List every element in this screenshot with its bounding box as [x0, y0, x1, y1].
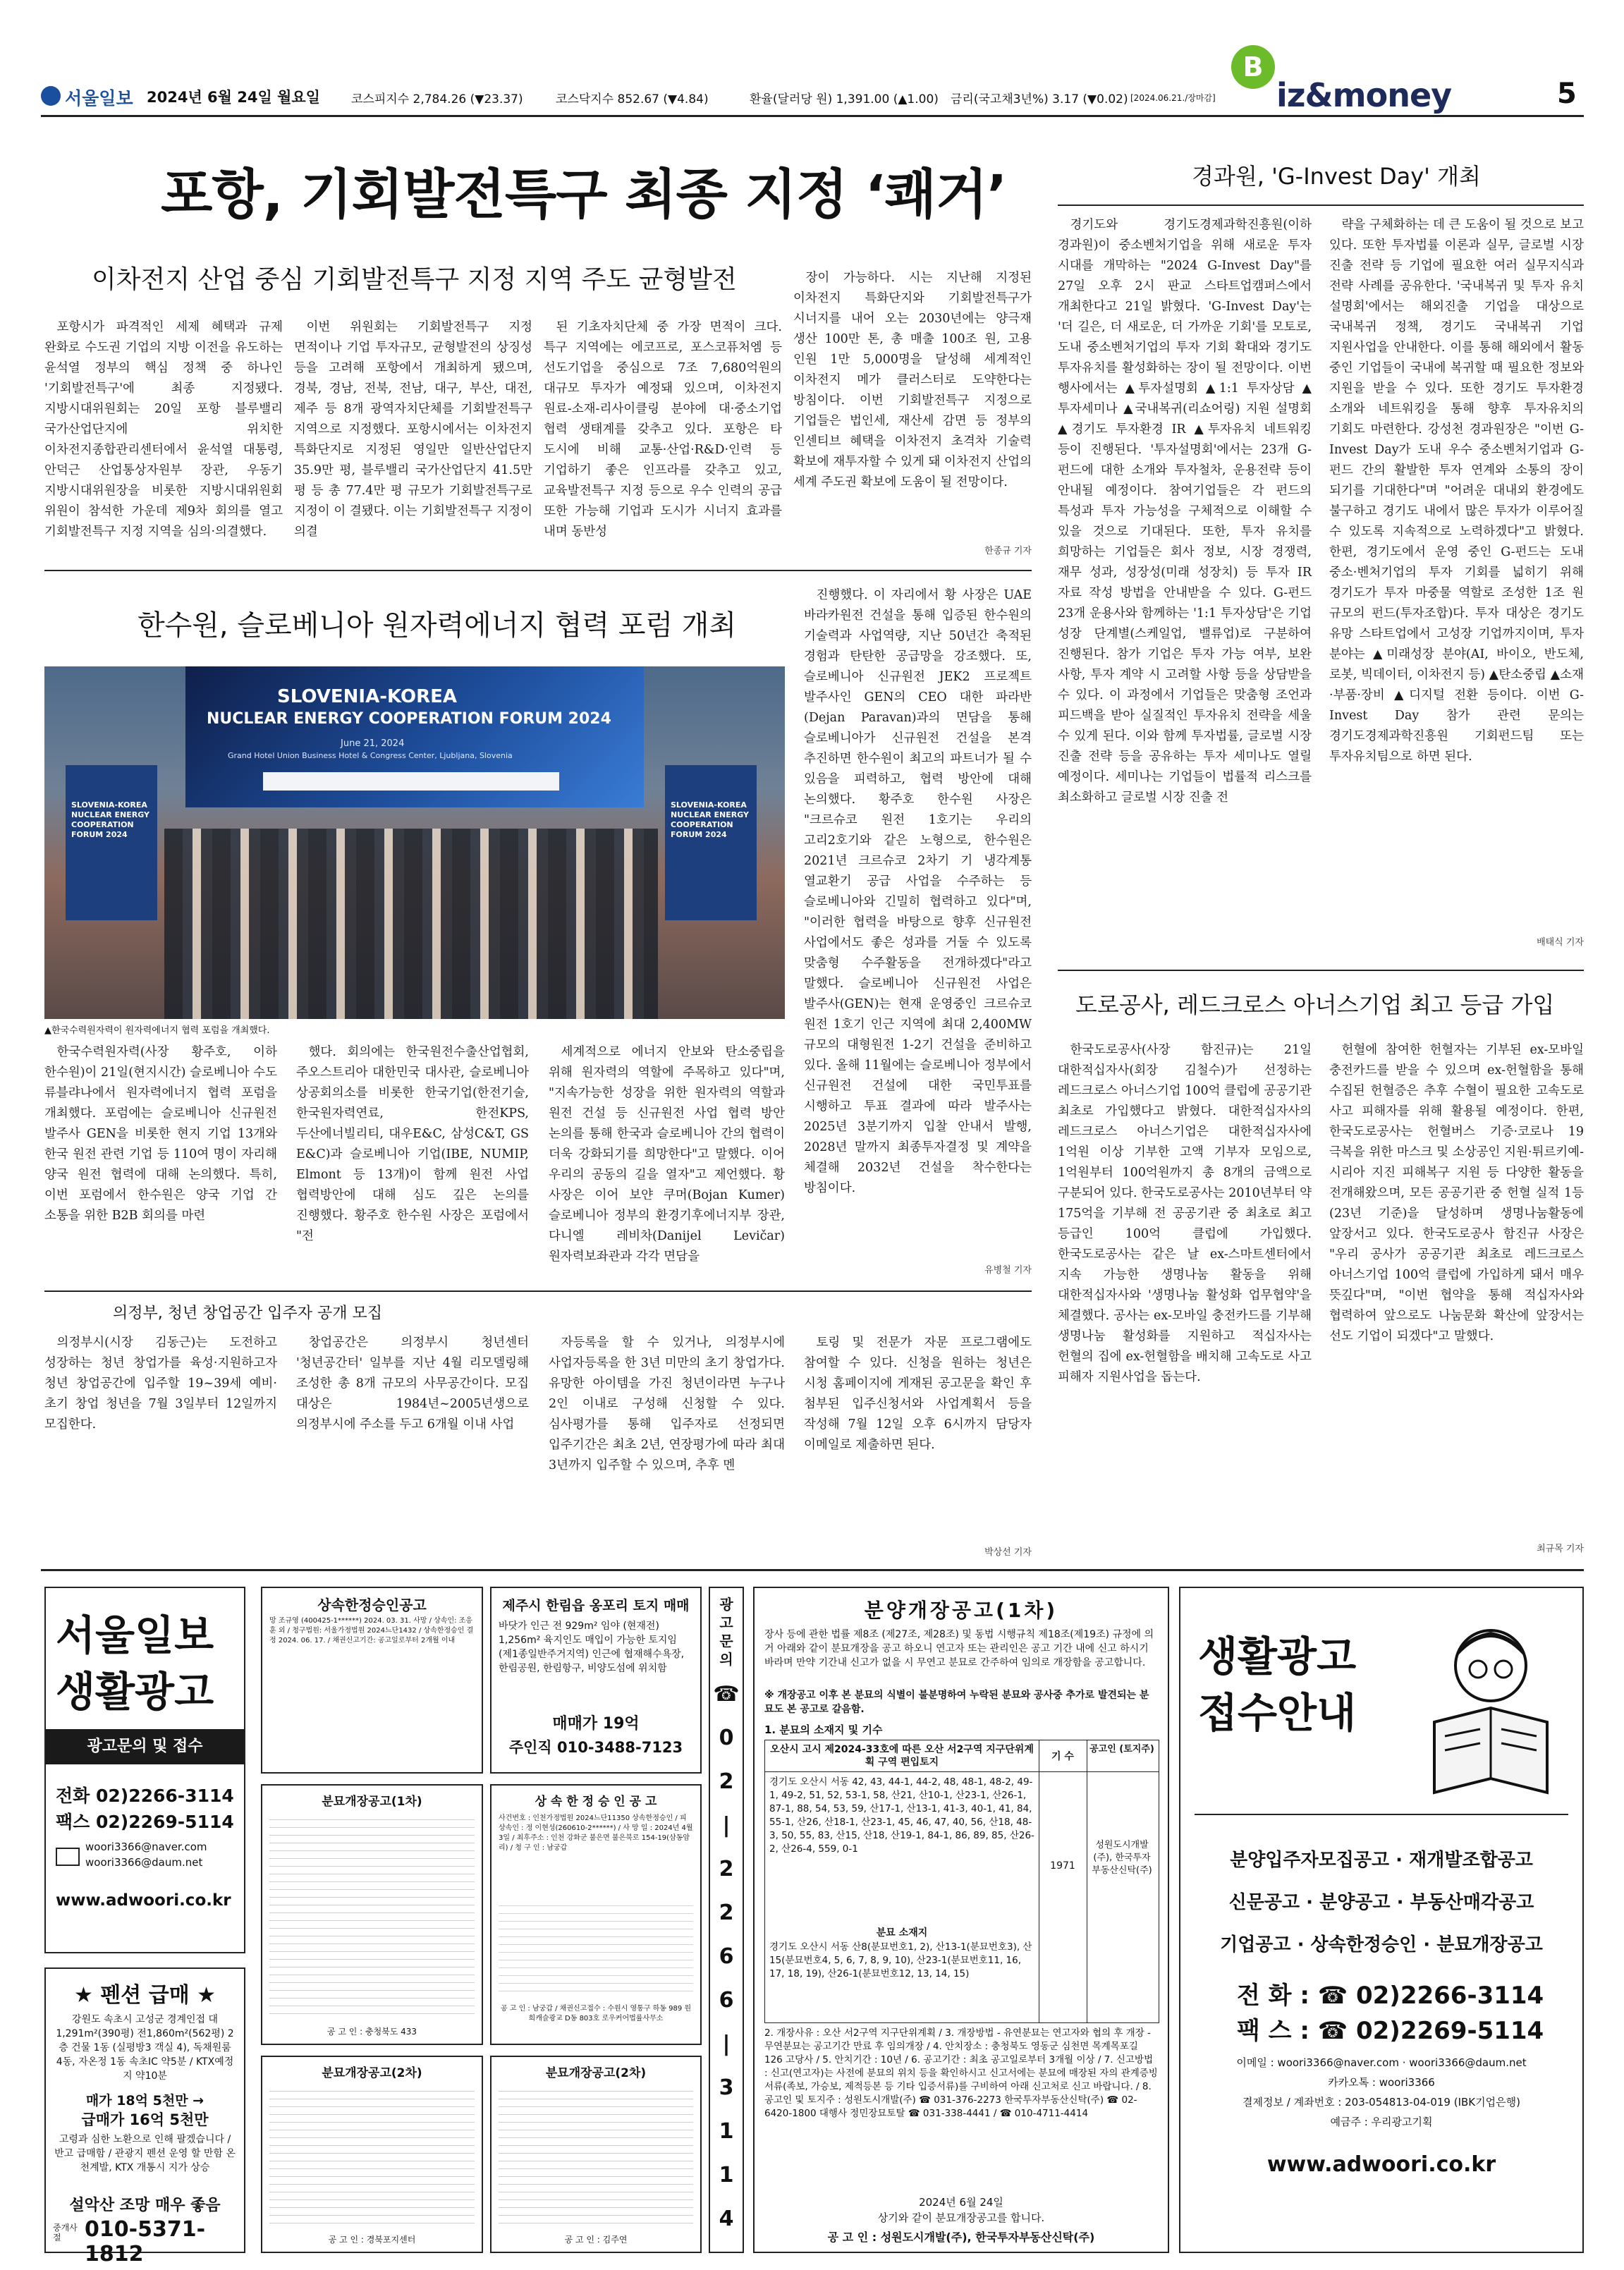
- dist-title: 분양개장공고(1차): [864, 1599, 1058, 1622]
- page-number: 5: [1557, 78, 1577, 110]
- dist-note: ※ 개장공고 이후 본 분묘의 식별이 불분명하여 누락된 분묘와 공사중 추가로 발견되는 분묘도 본 공고로 갈음함.: [764, 1690, 1149, 1715]
- center-phone-digit: |: [722, 2032, 731, 2056]
- ad-email-2[interactable]: woori3366@daum.net: [85, 1856, 203, 1869]
- forum-banner-title: SLOVENIA-KOREA: [277, 686, 457, 707]
- forum-banner-sub: NUCLEAR ENERGY COOPERATION FORUM 2024: [207, 710, 611, 728]
- living-title-2: 접수안내: [1198, 1689, 1357, 1737]
- dist-table: [764, 1740, 1159, 2023]
- ad-email-1[interactable]: woori3366@naver.com: [85, 1841, 207, 1853]
- dist-footer: 공 고 인 : 성원도시개발(주), 한국투자부동산신탁(주): [827, 2231, 1095, 2244]
- headline-expressway: 도로공사, 레드크로스 아너스기업 최고 등급 가입: [1075, 991, 1555, 1018]
- center-phone-digit: 1: [719, 2119, 734, 2144]
- small2-body: 사건번호 : 인천가정법원 2024느단11350 상속한정승인 / 피상속인 : 정 이현성(260610-2******) / 사 망 일 : 2024년 4월 3일 / 최후주소 : 인천 강화군 불은면 불은북로 154-19(삼동암리) / 청 구 인 : 남궁갑: [499, 1814, 693, 1852]
- ad-small-notice-1: [261, 1784, 483, 2045]
- ad-small-notice-2: [490, 1784, 702, 2045]
- living-account: 결제정보 / 계좌번호 : 203-054813-04-019 (IBK기업은행): [1243, 2096, 1520, 2109]
- dist-section: 1. 분묘의 소재지 및 기수: [764, 1723, 883, 1736]
- pohang-col-3: 된 기초자치단체 중 가장 면적이 크다. 특구 지역에는 에코프로, 포스코퓨처엠 등 선도기업을 중심으로 7조 7,680억원의 대규모 투자가 예정돼 있으며, 이차전지 원료-소재-리사이클링 분야에 대·중소기업 협력 생태계를 갖추고 있다. 포항은 타 도시에 비해 교통·산업·R&D·인력 등 기업하기 좋은 인프라를 갖추고 있고, 교육발전특구 지정 등으로 우수 인력의 공급 또한 가능해 기업과 도시가 시너지 효과를 내며 동반성: [544, 320, 782, 539]
- dist-table-h2: 기 수: [1051, 1751, 1074, 1762]
- forum-logo-strip: [263, 772, 559, 791]
- small4-body: [499, 2084, 693, 2225]
- forum-banner-date: June 21, 2024: [341, 738, 405, 749]
- center-phone[interactable]: [710, 1673, 743, 2241]
- headline-pohang: 포항, 기회발전특구 최종 지정 ‘쾌거’: [161, 163, 1007, 226]
- small3-title: 분묘개장공고(2차): [322, 2066, 422, 2080]
- forum-left-banner-text: SLOVENIA-KOREA NUCLEAR ENERGY COOPERATION FORUM 2024: [71, 800, 150, 839]
- small2-footer: 공 고 인 : 남궁갑 / 채권신고접수 : 수원시 영통구 하동 989 원희캐슬광교 D동 803호 로우커어법률사무소: [500, 2005, 692, 2022]
- living-divider: [1195, 1814, 1568, 1815]
- center-phone-digit: 6: [719, 1988, 734, 2013]
- forum-left-banner: [66, 765, 157, 920]
- rule-under-gyeonggi-title: [1058, 205, 1584, 206]
- dist-table-body-2: 경기도 오산시 서동 산8(분묘번호1, 2), 산13-1(분묘번호3), 산15(분묘번호4, 5, 6, 7, 8, 9, 10), 산23-1(분묘번호11, 16, 17, 18, 19), 산26-1(분묘번호12, 13, 14, 15): [769, 1941, 1032, 1979]
- expressway-col-2: 헌혈에 참여한 헌혈자는 기부된 ex-모바일 충전카드를 받을 수 있으며 ex-헌혈함을 통해 수집된 헌혈증은 추후 수혈이 필요한 고속도로 사고 피해자를 위해 활용될 예정이다. 한편, 한국도로공사는 헌혈버스 기증·코로나 19 극복을 위한 마스크 및 소상공인 지원·튀르키예-시리아 지진 피해복구 지원 등 다양한 활동을 전개해왔으며, 모든 공공기관 중 헌혈 실적 1등(23년 기준)을 달성하며 생명나눔활동에 앞장서고 있다. 한국도로공사 함진규 사장은 "우리 공사가 공공기관 최초로 레드크로스 아너스기업 100억 클럽에 가입하게 돼서 매우 뜻깊다"며, "이번 협약을 통해 적십자사와 협력하여 앞으로도 나눔문화 확산에 앞장서는 선도 기업이 되겠다"고 말했다.: [1329, 1043, 1584, 1343]
- header-rule: [41, 115, 1584, 117]
- issue-date: 2024년 6월 24일 월요일: [147, 89, 320, 106]
- dist-table-body: 경기도 오산시 서동 42, 43, 44-1, 44-2, 48, 48-1, 48-2, 49-1, 49-2, 51, 52, 53-1, 58, 산21, 산10-1, 산23-1, 산26-1, 87-1, 88, 54, 53, 59, 산17-1, 산13-1, 41-3, 40-1, 41, 84, 55-1, 산26, 산18-1, 산23-1, 45, 46, 47, 40, 56, 산18, 48-3, 50, 55, 83, 산15, 산18, 산19-1, 84-1, 86, 89, 85, 산26-2, 산26-4, 559, 0-1: [769, 1776, 1034, 1855]
- uijeongbu-col-2: 창업공간은 의정부시 청년센터 '청년공간터' 일부를 지난 4월 리모델링해 조성한 총 8개 규모의 사무공간이다. 모집 대상은 1984년~2005년생으로 의정부시에 주소를 두고 6개월 이내 사업: [296, 1336, 529, 1432]
- masthead: [41, 51, 1584, 114]
- byline-khnp: 유병철 기자: [984, 1265, 1032, 1276]
- small4-footer: 공 고 인 : 김주연: [564, 2235, 628, 2245]
- forum-banner-venue: Grand Hotel Union Business Hotel & Congress Center, Ljubljana, Slovenia: [228, 751, 513, 760]
- small3-footer: 공 고 인 : 경북포지센터: [328, 2235, 416, 2245]
- jeju-contact[interactable]: 주인직 010-3488-7123: [508, 1739, 683, 1756]
- market-fx: 환율(달러당 원) 1,391.00 (▲1.00): [750, 92, 939, 106]
- pension-body: 강원도 속초시 고성군 경계인접 대1,291m²(390평) 전1,860m²(562평) 2층 건물 1동 (실평방3 객실 4), 독채원룸 4동, 자온정 1동 속초IC 약5분 / KTX예정지 약10분: [56, 2014, 234, 2082]
- ad-grave-notice: [753, 1587, 1169, 2253]
- center-phone-digit: 2: [719, 1900, 734, 1925]
- market-kospi: 코스피지수 2,784.26 (▼23.37): [351, 92, 523, 106]
- headline-uijeongbu: 의정부, 청년 창업공간 입주자 공개 모집: [113, 1305, 382, 1322]
- living-tel[interactable]: 전 화 : ☎ 02)2266-3114: [1237, 1982, 1544, 2010]
- living-title-1: 생활광고: [1198, 1633, 1357, 1680]
- logo-icon: [41, 86, 61, 106]
- market-kosdaq: 코스닥지수 852.67 (▼4.84): [556, 92, 709, 106]
- pohang-col-4: 장이 가능하다. 시는 지난해 지정된 이차전지 특화단지와 기회발전특구가 시너지를 내어 오는 2030년에는 양극재 생산 100만 톤, 총 매출 100조 원, 고용 인원 1만 5,000명을 달성해 세계적인 이차전지 메가 클러스터로 도약한다는 방침이다. 이번 기회발전특구 지정으로 기업들은 법인세, 재산세 감면 등 정부의 인센티브 혜택을 이차전지 초격차 기술력 확보에 재투자할 수 있게 돼 이차전지 산업의 세계 주도권 확보에 도움이 될 전망이다.: [793, 271, 1032, 489]
- center-phone-digit: |: [722, 1813, 731, 1838]
- uijeongbu-col-3: 자등록을 할 수 있거나, 의정부시에 사업자등록을 한 3년 미만의 초기 창업가다. 유망한 아이템을 가진 청년이라면 누구나 2인 이내로 구성해 신청할 수 있다. 심사평가를 통해 입주자로 선정되면 입주기간은 최초 2년, 연장평가에 따라 최대 3년까지 입주할 수 있으며, 추후 멘: [549, 1336, 785, 1472]
- khnp-col-1: 한국수력원자력(사장 황주호, 이하 한수원)이 21일(현지시간) 슬로베니아 수도 류블랴나에서 원자력에너지 협력 포럼을 개최했다. 포럼에는 슬로베니아 신규원전 발주사 GEN을 비롯한 현지 기업 13개와 한국 원전 관련 기업 등 110여 명이 자리해 양국 원전 협력에 대해 논의했다. 특히, 이번 포럼에서 한수원은 양국 기업 간 소통을 위한 B2B 회의를 마련: [44, 1045, 277, 1223]
- forum-photo: [44, 666, 785, 1019]
- subhead-pohang: 이차전지 산업 중심 기회발전특구 지정 지역 주도 균형발전: [92, 265, 737, 294]
- jeju-body: 바닷가 인근 전 929m² 임야 (현재전) 1,256m² 육지인도 매입이 가능한 토지임 (제1종일반주거지역) 인근에 협재해수욕장, 한림공원, 한림항구, 비양도섬에 위치함: [499, 1621, 685, 1674]
- forum-right-banner: [665, 765, 757, 920]
- logo-text: 서울일보: [65, 88, 133, 109]
- rule-after-gyeonggi: [1058, 970, 1584, 971]
- byline-gyeonggi: 배태식 기자: [1537, 937, 1584, 948]
- pension-contact-title: 설악산 조망 매우 좋음: [69, 2197, 221, 2214]
- dist-date: 2024년 6월 24일: [919, 2196, 1003, 2209]
- mail-icon: [56, 1848, 80, 1866]
- expressway-col-1: 한국도로공사(사장 함진규)는 21일 대한적십자사(회장 김철수)가 선정하는 레드크로스 아너스기업 100억 클럽에 공공기관 최초로 가입했다고 밝혔다. 대한적십자사의 레드크로스 아너스기업은 대한적십자사에 1억원 이상 기부한 고액 기부자 모임으로, 1억원부터 100억원까지 총 8개의 금액으로 구분되어 있다. 한국도로공사는 2010년부터 약 175억을 기부해 전 공공기관 중 최초로 최고 등급인 100억 클럽에 가입했다. 한국도로공사는 같은 날 ex-스마트센터에서 지속 가능한 생명나눔 활동을 위해 대한적십자사와 '생명나눔 활성화 업무협약'을 체결했다. 공사는 ex-모바일 충전카드를 기부해 생명나눔 활성화를 지원하고 적십자사는 헌혈의 집에 ex-헌혈함을 배치해 고속도로 사고 피해자 지원사업을 돕는다.: [1058, 1043, 1312, 1384]
- pohang-col-1: 포항시가 파격적인 세제 혜택과 규제 완화로 수도권 기업의 지방 이전을 유도하는 윤석열 정부의 핵심 정책 중 하나인 '기회발전특구'에 최종 지정됐다. 지방시대위원회는 20일 포항 블루밸리 국가산업단지에 위치한 이차전지종합관리센터에서 윤석열 대통령, 안덕근 산업통상자원부 장관, 우동기 지방시대위원장을 비롯한 지방시대위원회 위원이 참석한 가운데 제9차 회의를 열고 기회발전특구 지정 지역을 심의·의결했다.: [44, 320, 283, 539]
- pension-body-2: 고령과 심한 노환으로 인해 팔겠습니다 / 반고 급매함 / 관광지 펜션 운영 할 만함 온천계발, KTX 개통시 지가 상승: [54, 2134, 236, 2173]
- pension-price-2: 급매가 16억 5천만: [81, 2111, 209, 2128]
- uijeongbu-col-4: 토링 및 전문가 자문 프로그램에도 참여할 수 있다. 신청을 원하는 청년은 시청 홈페이지에 게재된 공고문을 확인 후 첨부된 입주신청서와 사업계획서 등을 작성해 7월 12일 오후 6시까지 담당자 이메일로 제출하면 된다.: [804, 1336, 1032, 1452]
- rule-before-uijeongbu: [44, 1290, 1032, 1292]
- gyeonggi-col-1: 경기도와 경기도경제과학진흥원(이하 경과원)이 중소벤처기업을 위해 새로운 투자 시대를 개막하는 "2024 G-Invest Day"를 27일 오후 2시 판교 스타트업캠퍼스에서 개최한다고 21일 밝혔다. 'G-Invest Day'는 '더 길은, 더 새로운, 더 가까운 기회'를 모토로, 도내 중소벤처기업의 투자 기회 확대와 경기도 투자유치를 활성화하는 장이 될 전망이다. 이번 행사에서는 ▲투자설명회 ▲1:1 투자상담 ▲투자세미나 ▲국내복귀(리쇼어링) 지원 설명회 ▲경기도 투자환경 IR ▲투자유치 네트워킹 등이 진행된다. '투자설명회'에서는 23개 G-펀드에 대한 소개와 투자철차, 운용전략 등이 안내될 예정이다. 참여기업들은 각 펀드의 특성과 투자 가능성을 구체적으로 이해할 수 있을 것으로 기대된다. 또한, 투자 유치를 희망하는 기업들은 회사 정보, 시장 경쟁력, 재무 성과, 성장성(미래 성장치) 등 투자 IR 자료 작성 방법을 안내받을 수 있다. G-펀드 23개 운용사와 함께하는 '1:1 투자상담'은 기업 성장 단계별(스케일업, 밸류업)로 구분하여 진행된다. 참가 기업은 투자 가능 여부, 보완 사항, 투자 계약 시 고려할 사항 등을 상담받을 수 있다. 이 과정에서 기업들은 맞춤형 조언과 피드백을 받아 실질적인 투자유치 전략을 세울 수 있게 된다. 이와 함께 투자법률, 글로벌 시장 진출 전략 등을 공유하는 투자 세미나도 열릴 예정이다. 세미나는 기업들이 법률적 리스크를 최소화하고 글로벌 시장 진출 전: [1058, 218, 1312, 805]
- gyeonggi-col-2: 략을 구체화하는 데 큰 도움이 될 것으로 보고 있다. 또한 투자법률 이론과 실무, 글로벌 시장 진출 전략 등 기업에 필요한 여러 실무지식과 전략 사례를 공유한다. '국내복귀 및 투자 유치 설명회'에서는 해외진출 기업을 대상으로 국내복귀 정책, 경기도 국내복귀 기업 지원사업을 안내한다. 이를 통해 해외에서 활동 중인 기업들이 국내에 복귀할 때 필요한 정보와 지원을 받을 수 있다. 또한 경기도 투자환경 소개와 네트워킹을 통해 향후 투자유치의 기회도 마련한다. 강성천 경과원장은 "이번 G-Invest Day가 도내 우수 중소벤처기업과 G-펀드 간의 활발한 투자 연계와 소통의 장이 되기를 기대한다"며 "어려운 대내외 환경에도 불구하고 경기도 내에서 많은 투자가 이루어질 수 있도록 지속적으로 노력하겠다"고 밝혔다. 한편, 경기도에서 운영 중인 G-펀드는 도내 중소·벤처기업의 투자 기회를 넓히기 위해 경기도가 투자 마중물 역할로 조성한 1조 원 규모의 펀드(투자조합)다. 투자 대상은 경기도 유망 스타트업에서 고성장 기업까지이며, 투자 분야는 ▲미래성장 분야(AI, 바이오, 반도체, 로봇, 빅데이터, 이차전지 등) ▲탄소중립 ▲소재·부품·장비 ▲디지털 전환 등이다. 이번 G-Invest Day 참가 관련 문의는 경기도경제과학진흥원 기회펀드팀 또는 투자유치팀으로 하면 된다.: [1329, 218, 1584, 764]
- living-website[interactable]: www.adwoori.co.kr: [1266, 2152, 1496, 2177]
- dist-body: 장사 등에 관한 법률 제8조 (제27조, 제28조) 및 동법 시행규칙 제18조(제19조) 규정에 의거 아래와 같이 분묘개장을 공고 하오니 연고자 또는 관리인은 공고 기간 내에 신고 하시기 바라며 만약 기간내 신고가 없을 시 무연고 분묘로 간주하여 임의로 개장함을 공고합니다.: [764, 1629, 1154, 1668]
- jeju-price: 매매가 19억: [552, 1715, 640, 1733]
- center-phone-digit: 1: [719, 2163, 734, 2187]
- dist-items: 2. 개장사유 : 오산 서2구역 지구단위계획 / 3. 개장방법 - 유연분묘는 연고자와 협의 후 개장 - 무연분묘는 공고기간 만료 후 임의개장 / 4. 안치장소 : 충청북도 영동군 심천면 목계목포길 126 고당사 / 5. 안치기간 : 10년 / 6. 공고기간 : 최초 공고일로부터 3개월 이상 / 7. 신고방법 : 신고(연고자)는 사전에 분묘의 위치 등을 확인하시고 신고서에는 분묘에 매장된 자의 관계증빙서류(족보, 가승보, 제적등본 등 기타 입증서류)를 구비하여 아래 신고처로 신고 바랍니다. / 8. 공고인 및 토지주 : 성원도시개발(주) ☎ 031-376-2273 한국투자부동산신탁(주) ☎ 02-6420-1800 대행사 정민장묘토탈 ☎ 031-338-4441 / ☎ 010-4711-4414: [764, 2027, 1158, 2119]
- photo-caption: ▲한국수력원자력이 원자력에너지 협력 포럼을 개최했다.: [44, 1025, 270, 1036]
- living-list-1: 분양입주자모집공고 · 재개발조합공고: [1230, 1850, 1533, 1871]
- section-badge: B: [1231, 45, 1275, 89]
- forum-right-banner-text: SLOVENIA-KOREA NUCLEAR ENERGY COOPERATION FORUM 2024: [671, 800, 750, 839]
- byline-pohang: 한종규 기자: [984, 546, 1032, 556]
- inherit-body: 망 조규영 (400425-1******) 2024. 03. 31. 사망 / 상속인: 조응훈 외 / 청구법원: 서울가정법원 2024느단1432 / 상속한정승인 결정 2024. 06. 17. / 채권신고기간: 공고일로부터 2개월 이내: [269, 1617, 474, 1644]
- ad-brand-2: 생활광고: [56, 1668, 214, 1716]
- ad-living-guide: [1179, 1587, 1584, 2253]
- ad-website[interactable]: www.adwoori.co.kr: [56, 1891, 231, 1910]
- dist-table-rule: [765, 1771, 1159, 1772]
- ad-center-inquiry: [709, 1587, 744, 2253]
- small1-body: [269, 1812, 475, 2017]
- rule-above-ads: [41, 1569, 1584, 1571]
- jeju-title: 제주시 한림읍 옹포리 토지 매매: [502, 1598, 690, 1613]
- reader-illustration-icon: [1413, 1616, 1568, 1800]
- ad-fax: 팩스 02)2269-5114: [56, 1812, 234, 1832]
- pension-phone[interactable]: 010-5371-1812: [85, 2217, 206, 2266]
- center-phone-digit: 4: [719, 2207, 734, 2231]
- dist-table-sub: 분묘 소재지: [876, 1927, 928, 1939]
- small4-title: 분묘개장공고(2차): [545, 2066, 647, 2080]
- ad-small-notice-3: [261, 2056, 483, 2253]
- khnp-col-4: 진행했다. 이 자리에서 황 사장은 UAE 바라카원전 건설을 통해 입증된 한수원의 기술력과 사업역량, 지난 50년간 축적된 경험과 탄탄한 공급망을 강조했다. 또, 슬로베니아 신규원전 JEK2 프로젝트 발주사인 GEN의 CEO 대한 파라반(Dejan Paravan)과의 면담을 통해 슬로베니아가 신규원전 건설을 본격 추진하면 한수원이 최고의 파트너가 될 수 있음을 피력하고, 협력 방안에 대해 논의했다. 황주호 한수원 사장은 "크르슈코 원전 1호기는 우리의 고리2호기와 같은 노형으로, 한수원은 2021년 크르슈코 2차기 기 냉각계통 열교환기 공급 사업을 수주하는 등 슬로베니아와 긴밀히 협력하고 있다"며, "이러한 협력을 바탕으로 향후 신규원전 사업에서도 좋은 성과를 거둘 수 있도록 맞춤형 수주활동을 전개하겠다"라고 말했다. 슬로베니아 신규원전 사업은 발주사(GEN)는 현재 운영중인 크르슈코 원전 1호기 인근 지역에 최대 2,400MW 규모의 대형원전 1-2기 건설을 준비하고 있다. 올해 11월에는 슬로베니아 정부에서 신규원전 건설에 대한 국민투표를 시행하고 투표 결과에 따라 발주사는 2025년 3분기까지 입찰 안내서 발행, 2028년 말까지 최종투자결정 및 계약을 체결해 2032년 건설을 착수한다는 방침이다.: [804, 588, 1032, 1195]
- ad-tel[interactable]: 전화 02)2266-3114: [56, 1786, 234, 1806]
- forum-attendees: [164, 829, 658, 1019]
- ad-jeju-land: [490, 1587, 702, 1774]
- headline-gyeonggi: 경과원, 'G-Invest Day' 개최: [1192, 163, 1481, 190]
- living-holder: 예금주 : 우리광고기획: [1330, 2116, 1433, 2128]
- pension-title: ★ 펜션 급매 ★: [73, 1983, 216, 2008]
- dist-closing: 상기와 같이 분묘개장공고를 합니다.: [877, 2211, 1045, 2224]
- market-rate: 금리(국고채3년%) 3.17 (▼0.02): [951, 92, 1128, 106]
- living-kakao: 카카오톡 : woori3366: [1328, 2076, 1435, 2089]
- center-phone-digit: 2: [719, 1857, 734, 1881]
- living-email[interactable]: 이메일 : woori3366@naver.com · woori3366@daum.net: [1236, 2056, 1527, 2069]
- section-title: iz&money: [1276, 76, 1452, 114]
- dist-table-h1: 오산시 고시 제2024-33호에 따른 오산 서2구역 지구단위계획 구역 편입토지: [770, 1744, 1034, 1768]
- pension-contact-label: 중개사절: [53, 2223, 78, 2242]
- small3-body: [269, 2084, 475, 2225]
- dist-table-count: 1971: [1050, 1860, 1075, 1872]
- khnp-col-3: 세계적으로 에너지 안보와 탄소중립을 위해 원자력의 역할에 주목하고 있다"며, "지속가능한 성장을 위한 원자력의 역할과 원전 건설 등 신규원전 사업 협력 방안 논의를 통해 한국과 슬로베니아 간의 협력이 더욱 강화되기를 희망한다"고 말했다. 이어 우리의 공동의 길을 열자"고 제언했다. 황 사장은 이어 보얀 쿠머(Bojan Kumer) 슬로베니아 정부의 환경기후에너지부 장관, 다니엘 레비차(Danijel Levičar) 원자력보좌관과 각각 면담을: [549, 1045, 785, 1264]
- byline-uijeongbu: 박상선 기자: [984, 1547, 1032, 1558]
- dist-table-owner: 성원도시개발(주), 한국투자부동산신탁(주): [1092, 1840, 1152, 1876]
- center-label: 광고문의: [719, 1596, 733, 1668]
- living-list-3: 기업공고 · 상속한정승인 · 분묘개장공고: [1220, 1934, 1543, 1955]
- khnp-col-2: 했다. 회의에는 한국원전수출산업협회, 주오스트리아 대한민국 대사관, 슬로베니아 상공회의소를 비롯한 한국기업(한전기술, 한국원자력연료, 한전KPS, 두산에너빌리티, 대우E&C, 삼성C&T, GS E&C)과 슬로베니아 기업(IBE, NUMIP, Elmont 등 13개)이 함께 원전 사업 협력방안에 대해 심도 깊은 논의를 진행했다. 황주호 한수원 사장은 포럼에서 "전: [296, 1045, 529, 1243]
- ad-inherit-notice: [261, 1587, 483, 1774]
- ad-brand-1: 서울일보: [56, 1611, 214, 1659]
- small2-title: 상 속 한 정 승 인 공 고: [535, 1795, 657, 1809]
- living-list-2: 신문공고 · 분양공고 · 부동산매각공고: [1228, 1892, 1534, 1913]
- ad-inquiry-bar: 광고문의 및 접수: [46, 1729, 244, 1764]
- inherit-title: 상속한정승인공고: [317, 1597, 427, 1613]
- pohang-col-2: 이번 위원회는 기회발전특구 지정 면적이나 기업 투자규모, 균형발전의 상징성 등을 고려해 포항에서 개최하게 됐으며, 경북, 경남, 전북, 전남, 대구, 부산, 대전, 제주 등 8개 광역자치단체를 기회발전특구 지역으로 지정했다. 포항시에서는 이차전지 특화단지로 지정된 영일만 일반산업단지 35.9만 평, 블루밸리 국가산업단지 41.5만 평 등 총 77.4만 평 규모가 기회발전특구로 지정이 이 결됐다. 이는 기회발전특구 지정이 의결: [294, 320, 532, 539]
- market-note: [2024.06.21./장마감]: [1130, 93, 1216, 103]
- small2-filler: [499, 1898, 693, 1997]
- center-phone-digit: ☎: [713, 1682, 740, 1707]
- center-phone-digit: 6: [719, 1944, 734, 1969]
- ad-pension: [44, 1967, 245, 2266]
- ad-seoulilbo: [44, 1587, 245, 1953]
- center-phone-digit: 3: [719, 2075, 734, 2100]
- pension-price-1: 매가 18억 5천만 →: [85, 2093, 204, 2109]
- living-fax: 팩 스 : ☎ 02)2269-5114: [1237, 2017, 1544, 2045]
- byline-expressway: 최규목 기자: [1537, 1544, 1584, 1554]
- center-phone-digit: 0: [719, 1726, 734, 1750]
- small1-footer: 공 고 인 : 충청북도 433: [326, 2027, 417, 2037]
- headline-khnp: 한수원, 슬로베니아 원자력에너지 협력 포럼 개최: [138, 609, 737, 642]
- small1-title: 분묘개장공고(1차): [322, 1795, 422, 1809]
- uijeongbu-col-1: 의정부시(시장 김동근)는 도전하고 성장하는 청년 창업가를 육성·지원하고자 청년 창업공간에 입주할 19~39세 예비·초기 창업 청년을 7월 3일부터 12일까지 모집한다.: [44, 1336, 277, 1432]
- rule-after-pohang: [44, 570, 1032, 571]
- ad-small-notice-4: [490, 2056, 702, 2253]
- center-phone-digit: 2: [719, 1769, 734, 1794]
- dist-table-h3: 공고인 (토지주): [1089, 1744, 1154, 1755]
